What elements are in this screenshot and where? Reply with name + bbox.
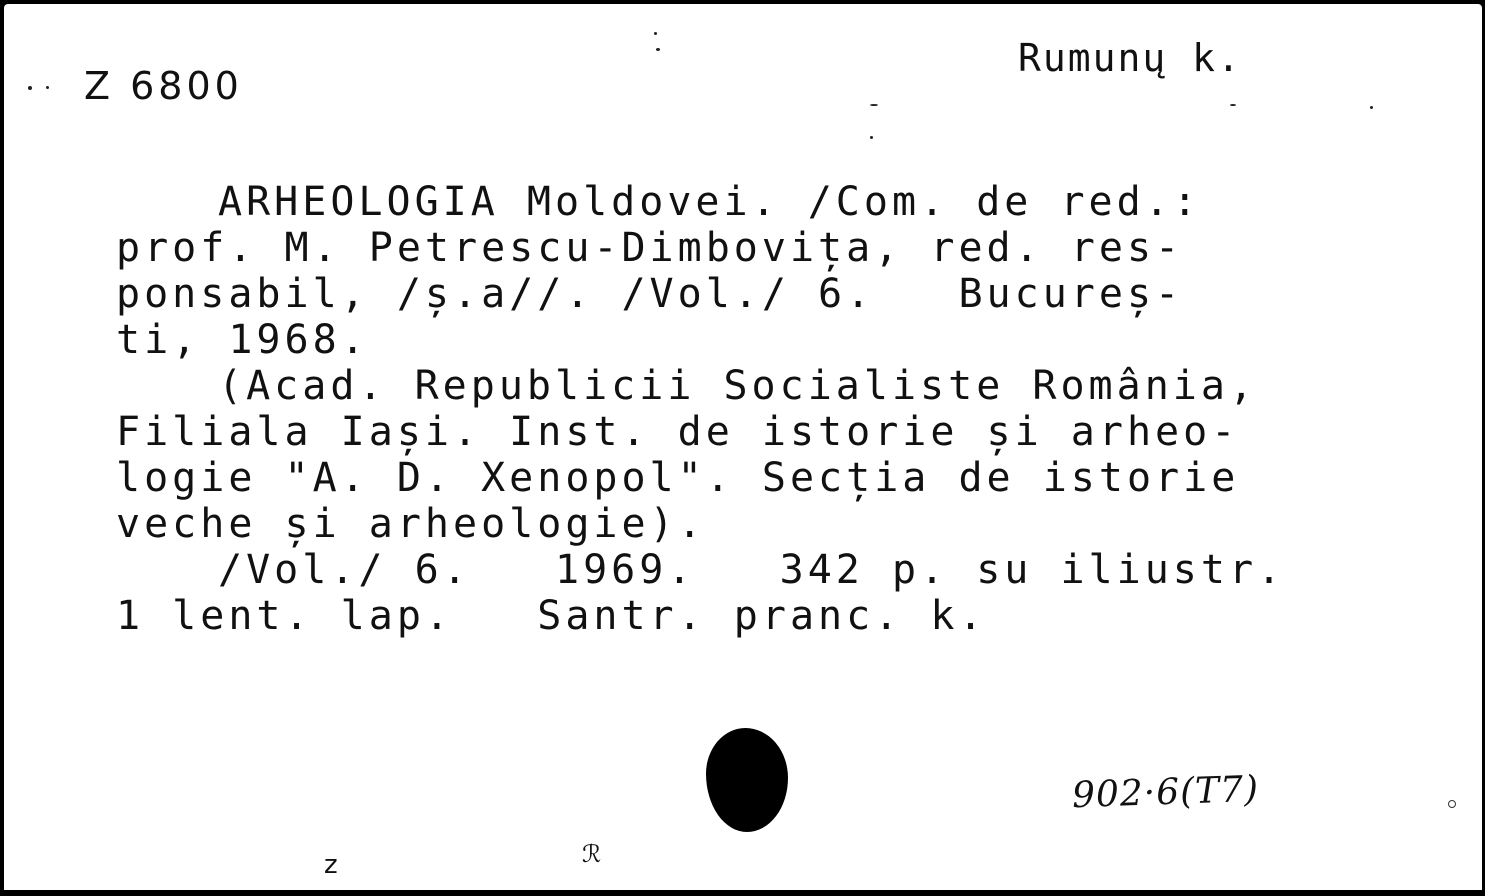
bottom-mark-left: z: [324, 850, 338, 880]
speck: [656, 48, 660, 51]
entry-line: /Vol./ 6. 1969. 342 p. su iliustr.: [218, 547, 1286, 593]
speck: [870, 136, 873, 139]
language-label: Rumunų k.: [1018, 36, 1242, 80]
speck: [1230, 104, 1236, 106]
entry-line: Filiala Iași. Inst. de istorie și arheo-: [116, 409, 1240, 455]
speck: [654, 32, 657, 35]
classification-number: 902·6(T7): [1071, 768, 1260, 817]
entry-line: 1 lent. lap. Santr. pranc. k.: [116, 593, 987, 639]
ink-blot-mark: [706, 728, 788, 832]
entry-line: ARHEOLOGIA Moldovei. /Com. de red.:: [218, 179, 1201, 225]
speck: [46, 86, 49, 89]
speck: [870, 104, 878, 106]
speck: [1370, 106, 1373, 109]
bottom-mark-middle: ℛ: [582, 840, 602, 868]
speck-circle: [1448, 800, 1456, 808]
entry-line: prof. M. Petrescu-Dimbovița, red. res-: [116, 225, 1184, 271]
entry-line: veche și arheologie).: [116, 501, 706, 547]
entry-line: ti, 1968.: [116, 317, 369, 363]
entry-line: ponsabil, /ș.a//. /Vol./ 6. Bucureș-: [116, 271, 1184, 317]
entry-line: (Acad. Republicii Socialiste România,: [218, 363, 1258, 409]
call-number: Z 6800: [84, 64, 243, 108]
speck: [28, 86, 32, 90]
catalog-card: [4, 4, 1482, 890]
entry-line: logie "A. D. Xenopol". Secția de istorie: [116, 455, 1240, 501]
